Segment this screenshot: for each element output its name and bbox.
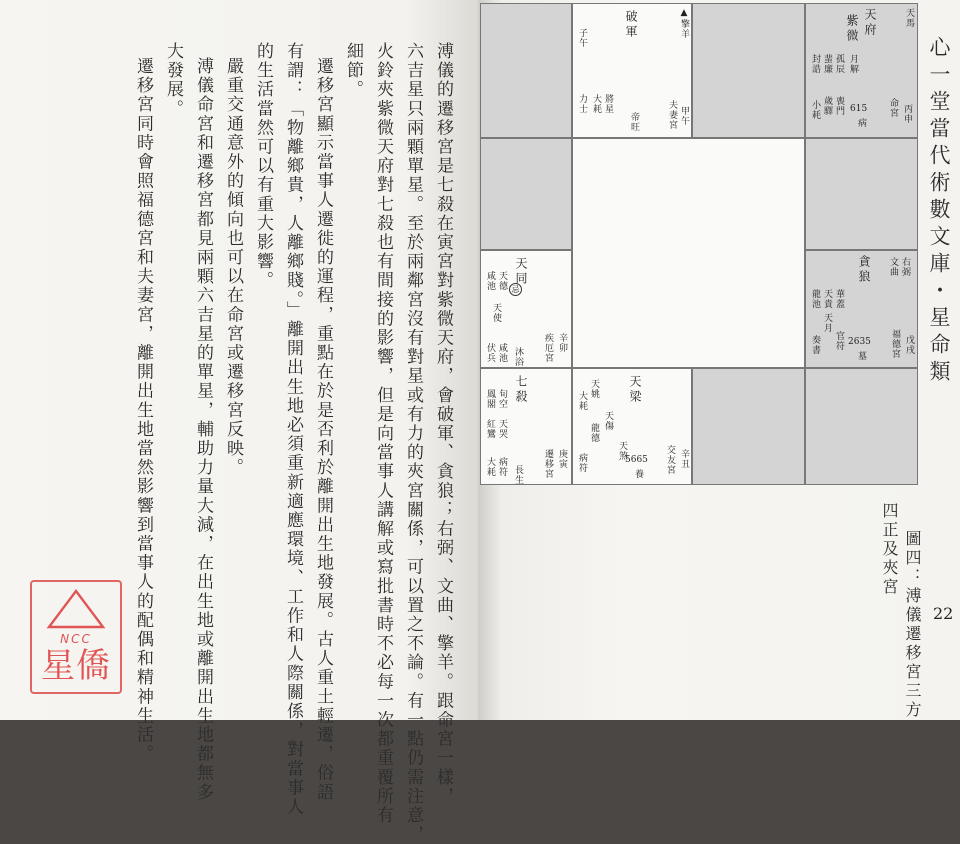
- minor-star: 奏書: [810, 335, 820, 355]
- palace-text: 命宮: [888, 98, 898, 118]
- chart-cell-right-upper: [805, 138, 918, 250]
- minor-star: 文曲: [888, 257, 898, 277]
- right-page: [478, 0, 960, 720]
- status-text: 病: [856, 118, 866, 128]
- palace-text: 疾厄宮: [543, 333, 553, 363]
- minor-star: 龍池: [810, 289, 820, 309]
- minor-star: 咸池: [497, 343, 507, 363]
- chart-cell-corner-top-left: [480, 3, 572, 138]
- status-text: 長生: [513, 465, 523, 485]
- minor-star: 力士: [577, 94, 587, 114]
- minor-star: 天姚: [589, 379, 599, 399]
- minor-star: 鳳閣: [485, 389, 495, 409]
- status-text: 墓: [856, 351, 866, 361]
- minor-star: 歲驛: [822, 96, 832, 116]
- minor-star: 紅鸞: [485, 419, 495, 439]
- minor-star: 咸池: [485, 271, 495, 291]
- left-page: [0, 0, 478, 844]
- minor-star: 喪門: [834, 96, 844, 116]
- circle-mark: 忌: [509, 283, 522, 296]
- text-column: 嚴重交通意外的傾向也可以在命宮或遷移宮反映。: [223, 57, 243, 478]
- chart-cell-top-left: [572, 3, 692, 138]
- palace-text: 夫妻宮: [667, 100, 677, 130]
- main-star: 天同: [514, 257, 528, 287]
- minor-star: 大耗: [485, 457, 495, 477]
- palace-text: 福德宮: [890, 329, 900, 359]
- chart-cell-bottom-left: [480, 368, 572, 485]
- minor-star: 天使: [491, 303, 501, 323]
- main-star: 天梁: [628, 375, 642, 405]
- stamp-latin-text: NCC: [60, 632, 92, 646]
- chart-cell-top-right: [805, 3, 918, 138]
- minor-star: 天德: [497, 271, 507, 291]
- main-star: 紫微: [845, 14, 859, 44]
- text-column: 溥儀的遷移宮是七殺在寅宮對紫微天府，會破軍、貪狼；右弼、文曲、擎羊。跟命宮一樣，: [433, 42, 453, 806]
- text-column: 遷移宮顯示當事人遷徙的運程，重點在於是否利於離開出生地發展。古人重土輕遷，俗語: [313, 57, 333, 802]
- stamp-name-text: 星僑: [41, 646, 111, 686]
- minor-star: 天煞: [617, 441, 627, 461]
- minor-star: 月解: [848, 54, 858, 74]
- minor-star: 將星: [603, 94, 613, 114]
- chart-center-panel: [572, 138, 805, 368]
- triangle-mark-icon: [46, 588, 106, 630]
- main-star: 貪狼: [857, 255, 871, 285]
- chart-cell-mid-left: [480, 250, 572, 368]
- minor-star: 龍德: [589, 423, 599, 443]
- minor-star: 大耗: [591, 94, 601, 114]
- marker-text: 天馬: [904, 8, 914, 28]
- number-text: 2635: [848, 337, 871, 347]
- chart-cell-bottom-mid: [572, 368, 692, 485]
- page-number: 22: [933, 604, 954, 623]
- chart-cell-bottom-blank-2: [805, 368, 918, 485]
- minor-star: 旬空: [497, 389, 507, 409]
- number-text: 5665: [625, 455, 648, 465]
- minor-star: 右弼: [900, 257, 910, 277]
- status-text: 養: [633, 469, 643, 479]
- text-column: 遷移宮同時會照福德宮和夫妻宮，離開出生地當然影響到當事人的配偶和精神生活。: [133, 57, 153, 764]
- minor-star: 病符: [497, 457, 507, 477]
- main-star: 破軍: [624, 10, 638, 40]
- minor-star: 封誥: [810, 54, 820, 74]
- branch-text: 甲午: [679, 106, 689, 126]
- branch-text: 辛丑: [679, 449, 689, 469]
- text-column: 有謂：「物離鄉貴，人離鄉賤。」離開出生地必須重新適應環境、工作和人際關係，對當事人: [283, 42, 303, 817]
- minor-star: 伏兵: [485, 343, 495, 363]
- ncc-logo-stamp: [30, 580, 122, 694]
- minor-star: 病符: [577, 453, 587, 473]
- chart-cell-top-blank: [692, 3, 805, 138]
- main-star: 七殺: [514, 375, 528, 405]
- text-column: 細節。: [343, 42, 363, 100]
- status-text: 帝旺: [629, 112, 639, 132]
- minor-star: 孤辰: [834, 54, 844, 74]
- main-star: 天府: [863, 8, 877, 38]
- chart-cell-mid-right: [805, 250, 918, 368]
- minor-star: 天月: [822, 313, 832, 333]
- status-text: 沐浴: [513, 347, 523, 367]
- palace-text: 遷移宮: [543, 449, 553, 479]
- running-header: 心一堂當代術數文庫・星命類: [927, 36, 951, 387]
- minor-star: 官符: [834, 331, 844, 351]
- minor-star: 小耗: [810, 100, 820, 120]
- branch-text: 辛卯: [557, 333, 567, 353]
- text-column: 火鈴夾紫微天府對七殺也有間接的影響，但是向當事人講解或寫批書時不必每一次都重覆所有: [373, 42, 393, 826]
- branch-text: 戊戌: [904, 335, 914, 355]
- text-column: 大發展。: [163, 42, 183, 119]
- palace-text: 交友宮: [665, 445, 675, 475]
- minor-star: 天哭: [497, 419, 507, 439]
- marker-text: ▲擎羊: [679, 8, 689, 39]
- branch-text: 丙申: [902, 104, 912, 124]
- chart-cell-bottom-blank-1: [692, 368, 805, 485]
- number-text: 615: [850, 104, 868, 114]
- text-column: 的生活當然可以有重大影響。: [253, 42, 273, 291]
- minor-star: 大耗: [577, 391, 587, 411]
- corner-text: 子午: [577, 28, 587, 48]
- text-column: 六吉星只兩顆單星。至於兩鄰宮沒有對星或有力的夾宮關係，可以置之不論。有一點仍需注意，: [403, 42, 423, 844]
- minor-star: 華蓋: [834, 289, 844, 309]
- figure-caption-line-2: 四正及夾宮: [880, 502, 899, 597]
- text-column: 溥儀命宮和遷移宮都見兩顆六吉星的單星，輔助力量大減，在出生地或離開出生地都無多: [193, 57, 213, 802]
- minor-star: 天傷: [603, 411, 613, 431]
- minor-star: 天貴: [822, 289, 832, 309]
- ziwei-chart: [480, 3, 914, 485]
- branch-text: 庚寅: [557, 449, 567, 469]
- minor-star: 蜚廉: [822, 54, 832, 74]
- chart-cell-left-upper: [480, 138, 572, 250]
- figure-caption: 圖四：溥儀遷移宮三方: [903, 530, 922, 720]
